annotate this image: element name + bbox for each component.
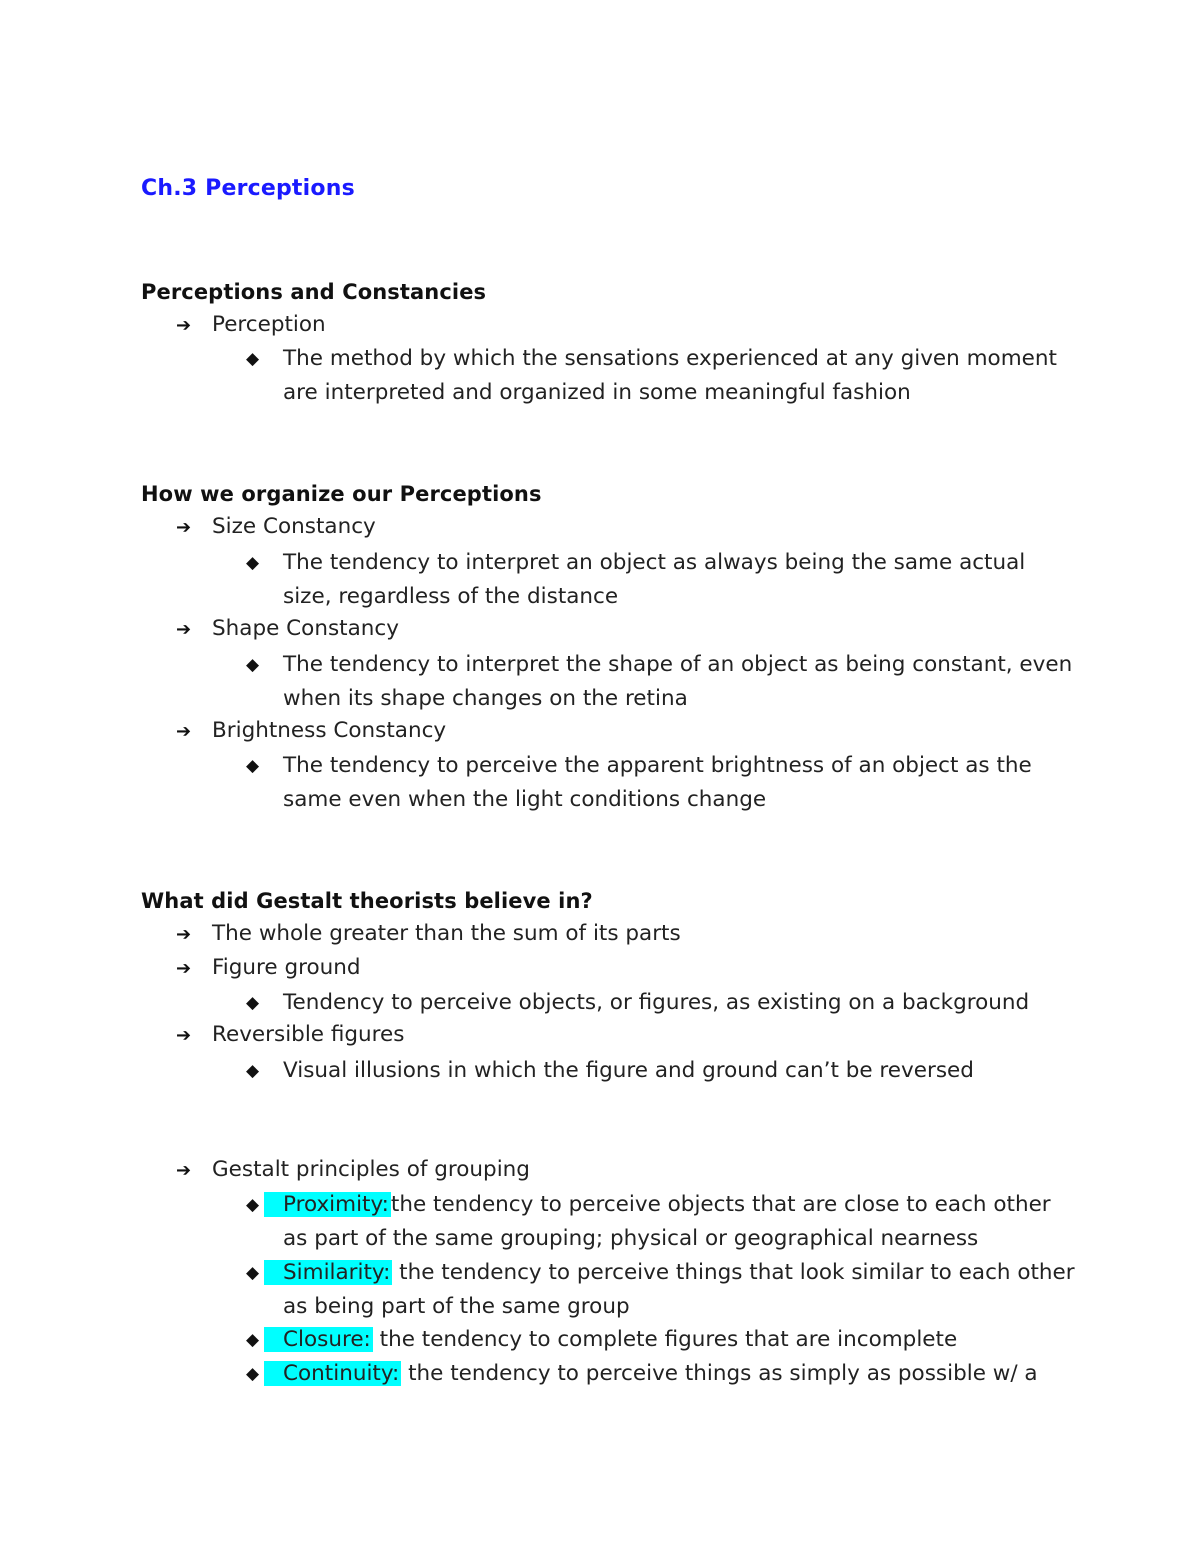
list-item-label: Perception <box>212 312 326 337</box>
principle-text <box>246 1323 1076 1357</box>
list-item <box>176 955 361 980</box>
principle-desc: the tendency to perceive objects that are close to each other as part of the same grouping; physical or geographical nearness <box>283 1192 1051 1251</box>
arrow-right-icon: ➔ <box>176 619 192 640</box>
arrow-right-icon: ➔ <box>176 1025 192 1046</box>
principle-desc: the tendency to perceive things as simply as possible w/ a <box>401 1361 1038 1386</box>
list-item <box>176 1022 404 1047</box>
principle-term: Similarity: <box>264 1260 392 1285</box>
arrow-right-icon: ➔ <box>176 1160 192 1181</box>
principle-term: Continuity: <box>264 1361 401 1386</box>
diamond-bullet-icon: ◆ <box>246 1263 260 1283</box>
diamond-bullet-icon: ◆ <box>246 1330 260 1350</box>
principle-term: Closure: <box>264 1327 373 1352</box>
sub-list-item <box>246 749 1076 817</box>
principle-desc: the tendency to perceive things that look similar to each other as being part of the same group <box>283 1260 1075 1319</box>
diamond-bullet-icon: ◆ <box>246 349 260 369</box>
list-item <box>176 312 326 337</box>
sub-list-item-text: Visual illusions in which the figure and ground can’t be reversed <box>283 1058 974 1083</box>
sub-list-item <box>246 986 1076 1020</box>
list-item <box>176 514 376 539</box>
list-item-label: Reversible figures <box>212 1022 405 1047</box>
list-item-label: Shape Constancy <box>212 616 399 641</box>
principle-item <box>246 1256 1076 1324</box>
principle-item <box>246 1323 1076 1357</box>
list-item <box>176 718 446 743</box>
list-item <box>176 1157 530 1182</box>
list-item-label: Figure ground <box>212 955 361 980</box>
section-heading: What did Gestalt theorists believe in? <box>141 889 593 913</box>
list-item-label: The whole greater than the sum of its parts <box>212 921 681 946</box>
sub-list-item <box>246 648 1076 716</box>
principle-text <box>246 1357 1076 1391</box>
principle-text <box>246 1188 1076 1256</box>
diamond-bullet-icon: ◆ <box>246 655 260 675</box>
diamond-bullet-icon: ◆ <box>246 1195 260 1215</box>
diamond-bullet-icon: ◆ <box>246 1061 260 1081</box>
sub-list-item <box>246 546 1076 614</box>
principle-desc: the tendency to complete figures that are incomplete <box>372 1327 958 1352</box>
list-item-label: Brightness Constancy <box>212 718 447 743</box>
list-item <box>176 921 681 946</box>
arrow-right-icon: ➔ <box>176 517 192 538</box>
sub-list-item <box>246 342 1076 410</box>
list-item <box>176 616 399 641</box>
diamond-bullet-icon: ◆ <box>246 553 260 573</box>
sub-list-item-text: The tendency to interpret the shape of an object as being constant, even when its shape changes on the retina <box>283 652 1073 711</box>
sub-list-item-text: The tendency to perceive the apparent brightness of an object as the same even when the light conditions change <box>283 753 1032 812</box>
section-heading: Perceptions and Constancies <box>141 280 487 304</box>
arrow-right-icon: ➔ <box>176 958 192 979</box>
list-item-label: Gestalt principles of grouping <box>212 1157 530 1182</box>
sub-list-item <box>246 1054 1076 1088</box>
principle-term: Proximity: <box>264 1192 391 1217</box>
section-heading: How we organize our Perceptions <box>141 482 542 506</box>
sub-list-item-text: The tendency to interpret an object as always being the same actual size, regardless of the distance <box>283 550 1026 609</box>
arrow-right-icon: ➔ <box>176 315 192 336</box>
diamond-bullet-icon: ◆ <box>246 1364 260 1384</box>
sub-list-item-text: The method by which the sensations experienced at any given moment are interpreted and organized in some meaningful fashion <box>283 346 1057 405</box>
arrow-right-icon: ➔ <box>176 721 192 742</box>
list-item-label: Size Constancy <box>212 514 376 539</box>
sub-list-item-text: Tendency to perceive objects, or figures, as existing on a background <box>283 990 1030 1015</box>
diamond-bullet-icon: ◆ <box>246 756 260 776</box>
principle-text <box>246 1256 1076 1324</box>
diamond-bullet-icon: ◆ <box>246 993 260 1013</box>
arrow-right-icon: ➔ <box>176 924 192 945</box>
document-title: Ch.3 Perceptions <box>141 176 355 201</box>
principle-item <box>246 1357 1076 1391</box>
principle-item <box>246 1188 1076 1256</box>
